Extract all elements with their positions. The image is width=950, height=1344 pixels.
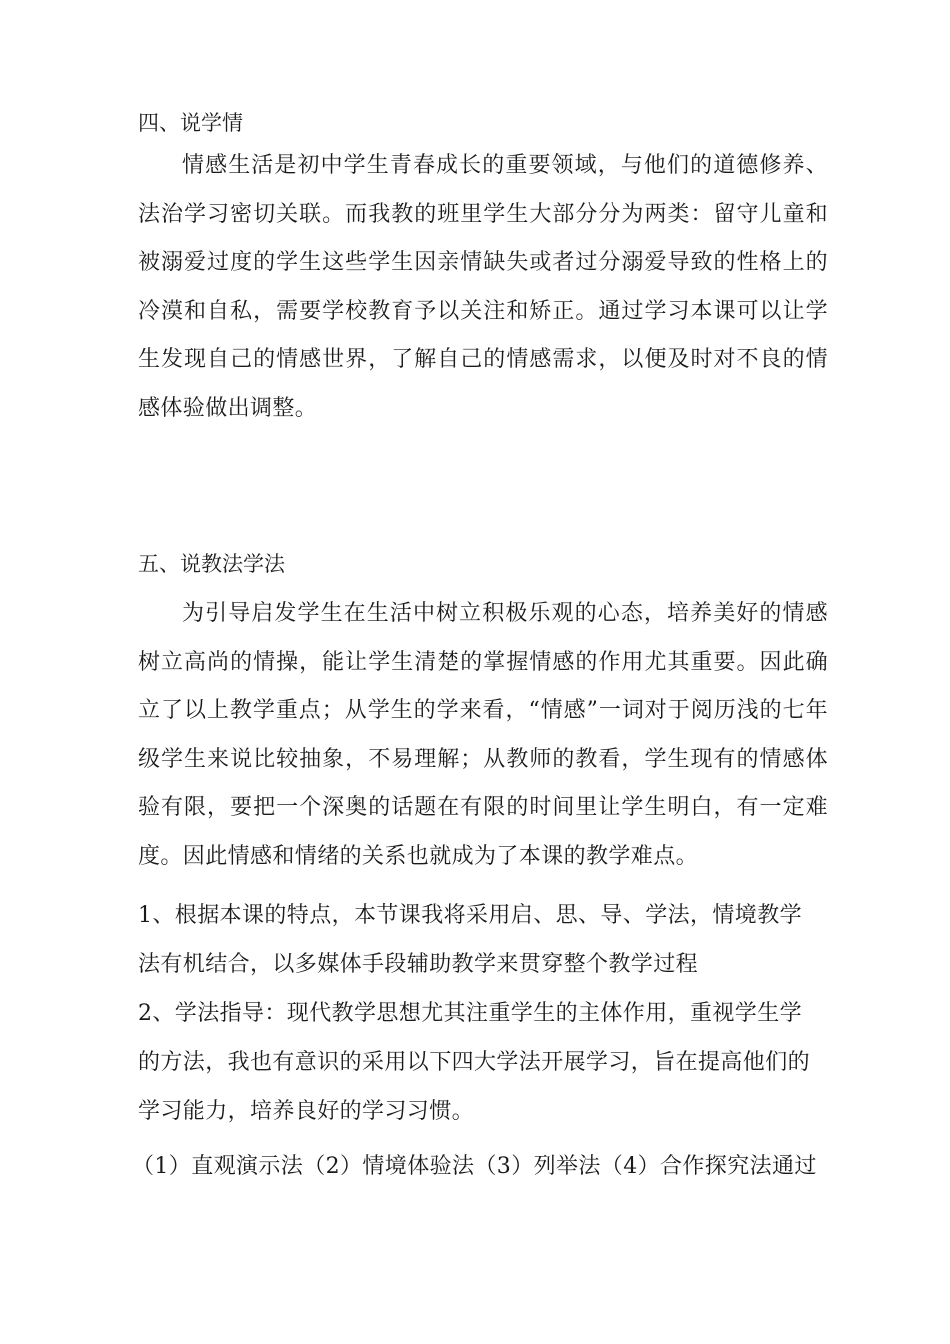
section-5-paragraph: 为引导启发学生在生活中树立积极乐观的心态，培养美好的情感树立高尚的情操，能让学生清楚的掌握情感的作用尤其重要。因此确立了以上教学重点；从学生的学来看，“情感”一词对于阅历浅的七年级学生来说比较抽象，不易理解；从教师的教看，学生现有的情感体验有限，要把一个深奥的话题在有限的时间里让学生明白，有一定难度。因此情感和情绪的关系也就成为了本课的教学难点。 [138, 601, 828, 869]
item-1-line-2: 法有机结合，以多媒体手段辅助教学来贯穿整个教学过程 [138, 952, 699, 977]
item-2-line-1: 2、学法指导：现代教学思想尤其注重学生的主体作用，重视学生学 [138, 1001, 802, 1026]
methods-line: （1）直观演示法（2）情境体验法（3）列举法（4）合作探究法通过 [132, 1154, 817, 1179]
item-1-line-1: 1、根据本课的特点，本节课我将采用启、思、导、学法，情境教学 [138, 903, 802, 928]
item-2-line-3: 学习能力，培养良好的学习习惯。 [138, 1099, 475, 1124]
section-5-heading: 五、说教法学法 [138, 552, 285, 576]
section-4-paragraph: 情感生活是初中学生青春成长的重要领域，与他们的道德修养、法治学习密切关联。而我教的班里学生大部分分为两类：留守儿童和被溺爱过度的学生这些学生因亲情缺失或者过分溺爱导致的性格上的冷漠和自私，需要学校教育予以关注和矫正。通过学习本课可以让学生发现自己的情感世界，了解自己的情感需求，以便及时对不良的情感体验做出调整。 [138, 153, 828, 421]
section-4-heading: 四、说学情 [138, 111, 243, 135]
item-2-line-2: 的方法，我也有意识的采用以下四大学法开展学习，旨在提高他们的 [138, 1050, 811, 1075]
